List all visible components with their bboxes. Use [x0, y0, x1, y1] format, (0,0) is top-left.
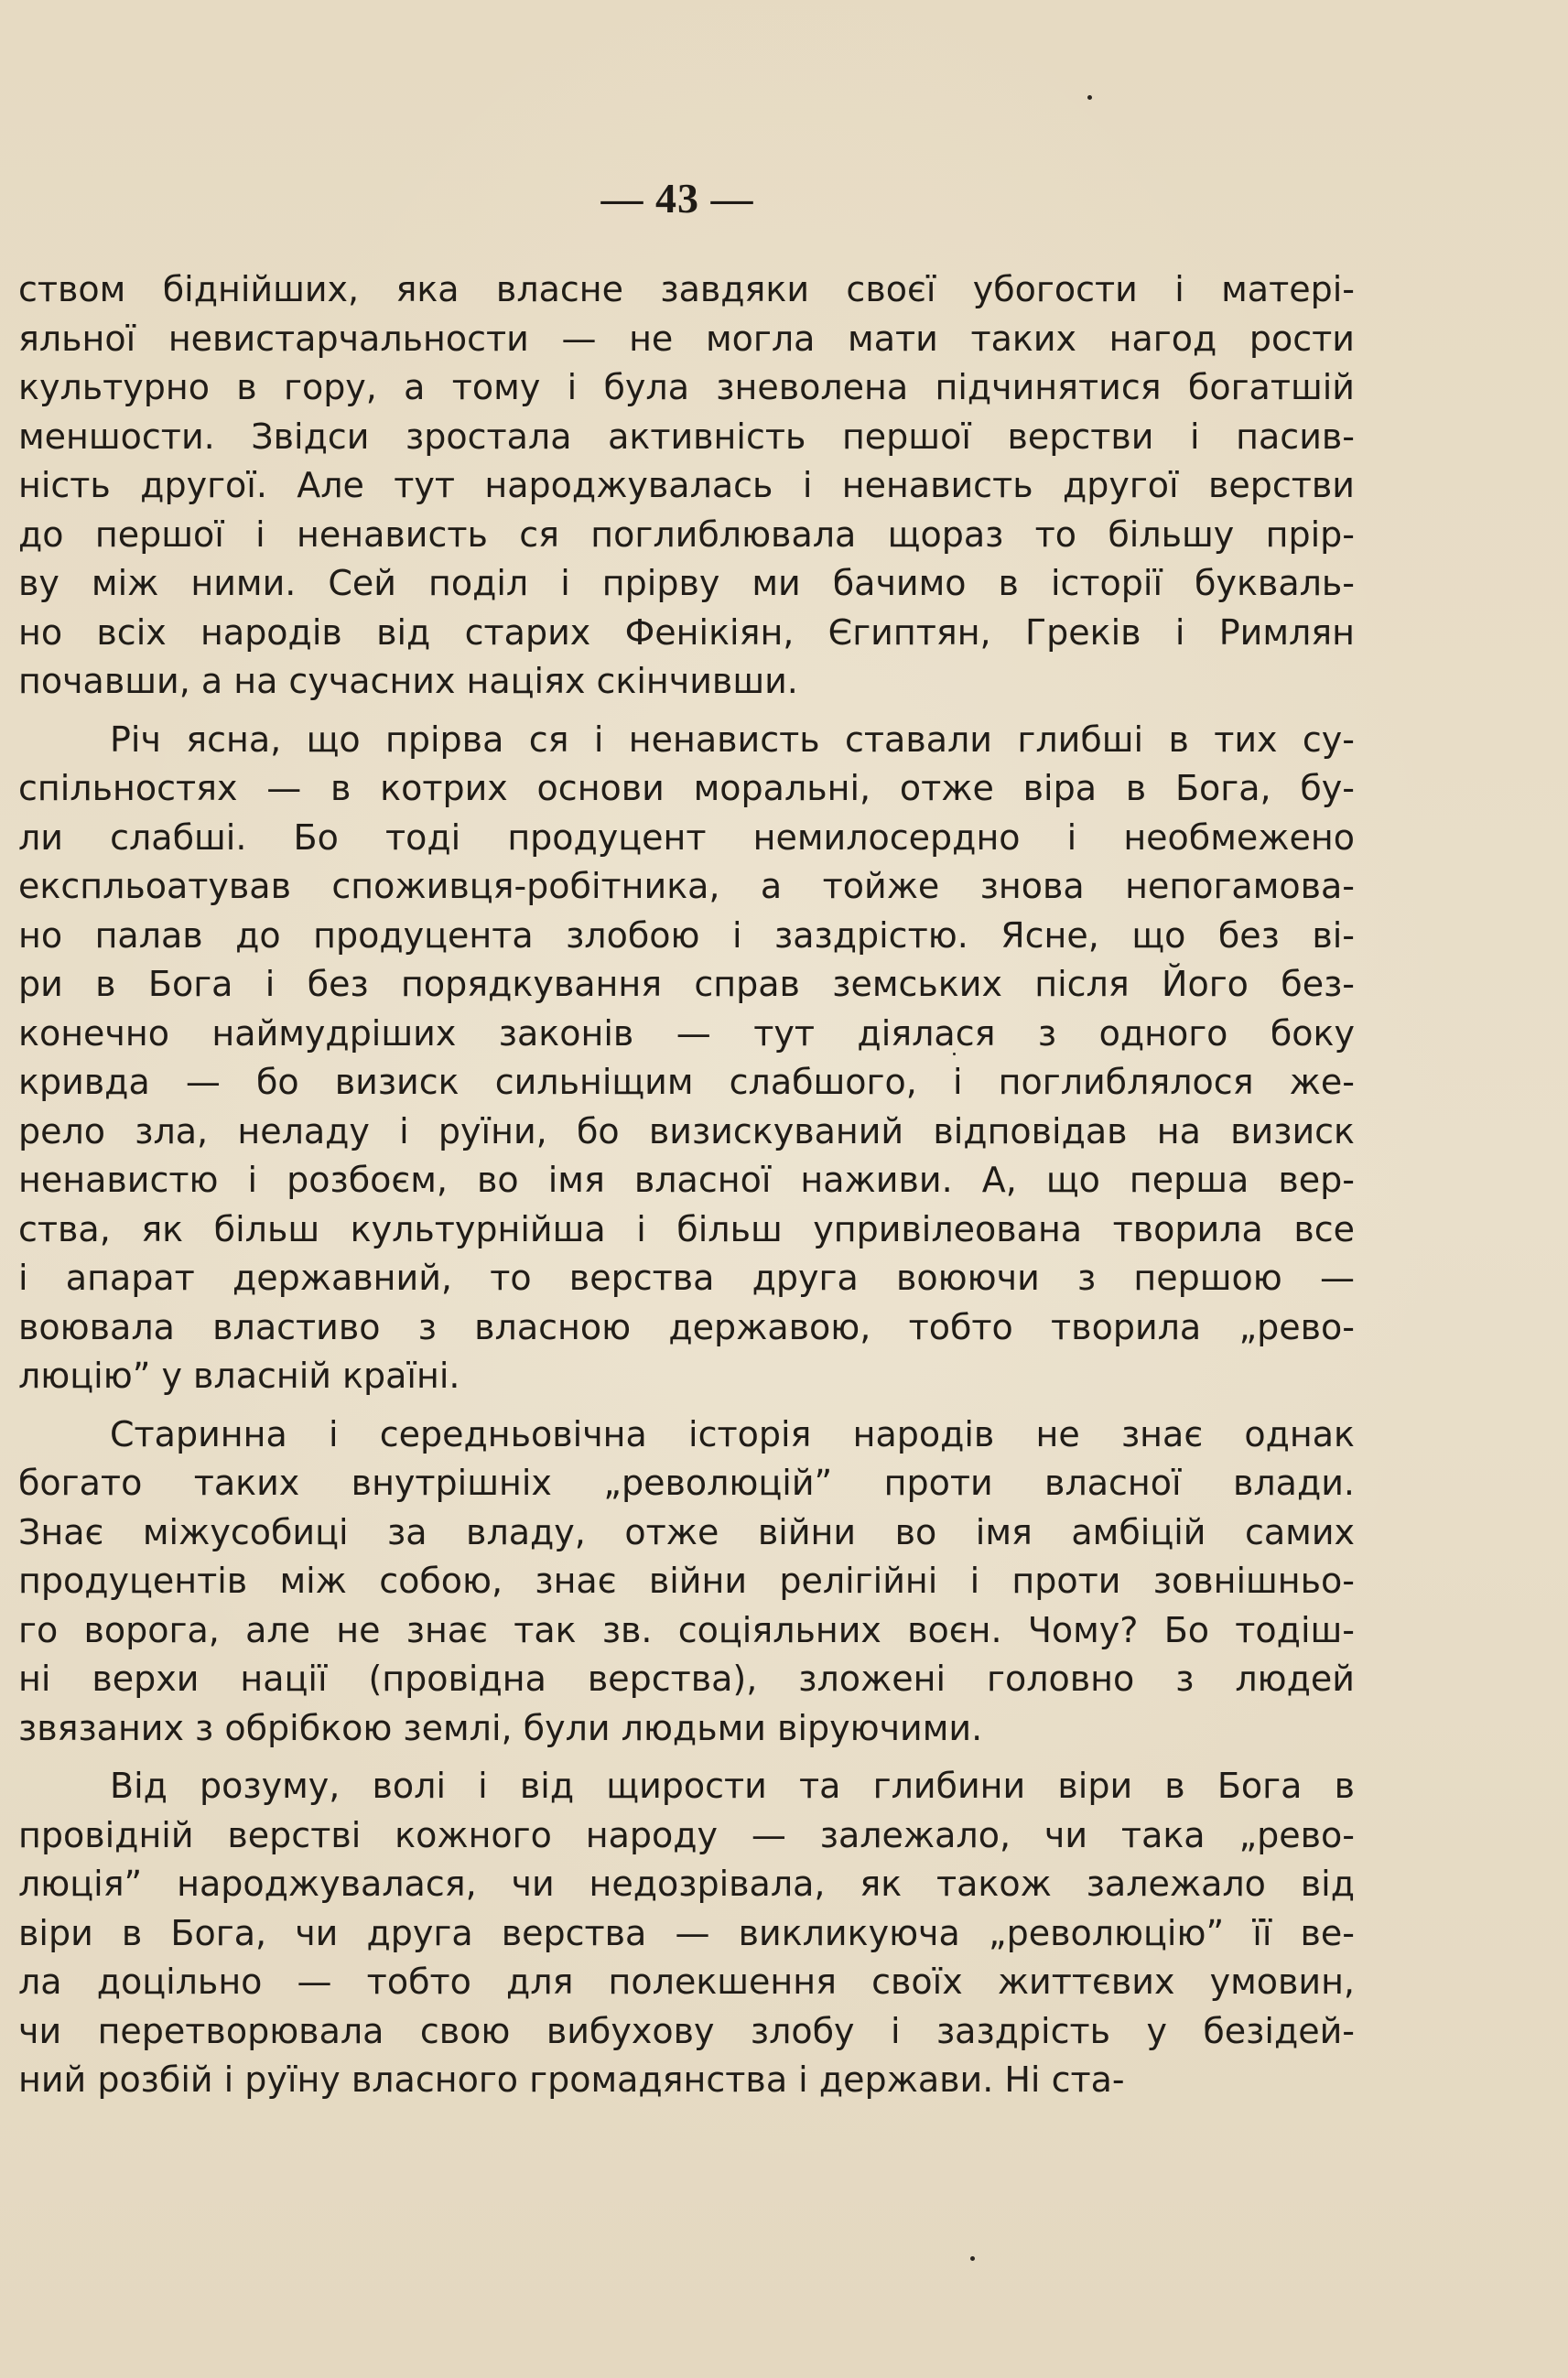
- paragraph-gap: [18, 707, 1355, 716]
- paragraph: [18, 1762, 1355, 2105]
- paper-speck: [1087, 95, 1092, 100]
- text-line: ла доцільно — тобто для полекшення своїх життєвих умовин,: [18, 1962, 1355, 2002]
- text-line: яльної невистарчальности — не могла мати таких нагод рости: [18, 318, 1355, 359]
- paragraph: [18, 1411, 1355, 1754]
- text-line: конечно наймудріших законів — тут діялася з одного боку: [18, 1012, 1355, 1054]
- text-line: чи перетворювала свою вибухову злобу і заздрість у безідей-: [18, 2010, 1355, 2051]
- page-number: — 43 —: [600, 175, 754, 222]
- paper-speck: [970, 2256, 975, 2261]
- text-line: Старинна і середньовічна історія народів не знає однак: [110, 1413, 1355, 1454]
- text-line: ли слабші. Бо тоді продуцент немилосердно і необмежено: [18, 816, 1355, 858]
- text-line: рело зла, неладу і руїни, бо визискуваний відповідав на визиск: [18, 1110, 1355, 1151]
- text-line: ненавистю і розбоєм, во імя власної наживи. А, що перша вер-: [18, 1160, 1355, 1200]
- text-line: культурно в гору, а тому і була зневолена підчинятися богатшій: [18, 367, 1355, 407]
- paragraph: [18, 716, 1355, 1401]
- text-line: Від розуму, волі і від щирости та глибини віри в Бога в: [110, 1766, 1355, 1806]
- paragraph-gap: [18, 1753, 1355, 1762]
- text-line: і апарат державний, то верства друга воюючи з першою —: [18, 1258, 1355, 1298]
- text-line: експльоатував споживця-робітника, а тойже знова непогамова-: [18, 866, 1355, 906]
- paragraph-gap: [18, 1401, 1355, 1411]
- text-line: почавши, а на сучасних націях скінчивши.: [18, 661, 798, 701]
- text-line: ний розбій і руїну власного громадянства і держави. Ні ста-: [18, 2059, 1125, 2100]
- text-line: ства, як більш культурнійша і більш упривілеована творила все: [18, 1208, 1355, 1249]
- text-line: люція” народжувалася, чи недозрівала, як також залежало від: [18, 1864, 1355, 1904]
- text-line: ри в Бога і без порядкування справ земських після Його без-: [18, 964, 1355, 1004]
- paragraph: [18, 265, 1355, 707]
- text-line: до першої і ненависть ся поглиблювала щораз то більшу прір-: [18, 513, 1355, 555]
- text-line: но палав до продуцента злобою і заздрістю. Ясне, що без ві-: [18, 914, 1355, 956]
- text-line: продуцентів між собою, знає війни релігійні і проти зовнішньо-: [18, 1561, 1355, 1601]
- text-line: го ворога, але не знає так зв. соціяльних воєн. Чому? Бо тодіш-: [18, 1609, 1355, 1650]
- text-line: звязаних з обрібкою землі, були людьми віруючими.: [18, 1707, 983, 1748]
- paper-speck: [953, 1053, 956, 1055]
- text-line: кривда — бо визиск сильніщим слабшого, і поглиблялося же-: [18, 1062, 1355, 1102]
- text-body: [18, 265, 1355, 2105]
- text-line: ву між ними. Сей поділ і прірву ми бачимо в історії букваль-: [18, 563, 1355, 603]
- text-line: ність другої. Але тут народжувалась і ненависть другої верстви: [18, 465, 1355, 505]
- text-line: спільностях — в котрих основи моральні, отже віра в Бога, бу-: [18, 768, 1355, 808]
- text-line: меншости. Звідси зростала активність першої верстви і пасив-: [18, 416, 1355, 457]
- text-line: ством біднійших, яка власне завдяки своєї убогости і матері-: [18, 269, 1355, 309]
- text-line: провідній верстві кожного народу — залежало, чи така „рево-: [18, 1814, 1355, 1855]
- text-line: віри в Бога, чи друга верства — викликуюча „революцію” її ве-: [18, 1912, 1355, 1953]
- text-line: Знає міжусобиці за владу, отже війни во імя амбіцій самих: [18, 1511, 1355, 1552]
- text-line: воювала властиво з власною державою, тобто творила „рево-: [18, 1306, 1355, 1347]
- text-line: люцію” у власній країні.: [18, 1356, 460, 1396]
- text-line: ні верхи нації (провідна верства), зложені головно з людей: [18, 1659, 1355, 1699]
- text-line: Річ ясна, що прірва ся і ненависть ставали глибші в тих су-: [110, 719, 1355, 760]
- text-line: богато таких внутрішніх „революцій” проти власної влади.: [18, 1463, 1355, 1503]
- text-line: но всіх народів від старих Фенікіян, Єгиптян, Греків і Римлян: [18, 611, 1355, 653]
